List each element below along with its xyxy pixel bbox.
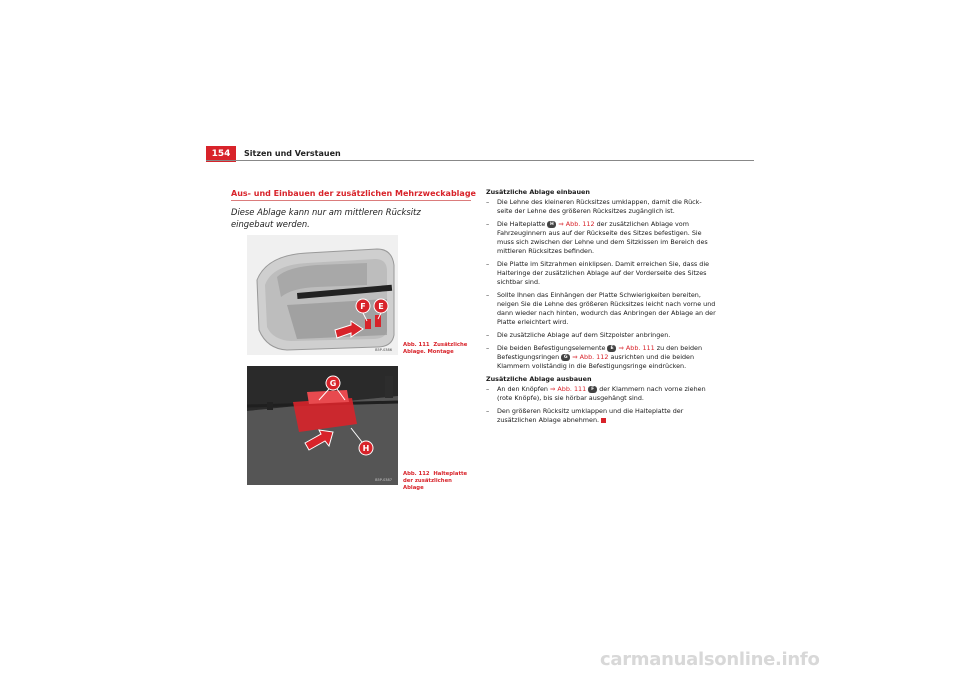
figure-112-caption <box>403 471 473 492</box>
ref-abb-112-b[interactable]: ⇒ Abb. 112 <box>572 353 609 361</box>
remove-step-1 <box>486 385 716 403</box>
figure-111-label-f: F <box>360 302 366 311</box>
end-of-section-icon <box>601 418 606 423</box>
section-title: Aus- und Einbauen der zusätzlichen Mehrzweckablage <box>231 189 476 198</box>
figure-111-code: B5P-0386 <box>375 348 392 352</box>
install-step-5: – Die zusätzliche Ablage auf dem Sitzpolster anbringen. <box>486 331 716 340</box>
install-step-3: – Die Platte im Sitzrahmen einklipsen. Damit erreichen Sie, dass die Halteringe der zusätzlichen Ablage auf der Vorderseite des Sitzes sichtbar sind. <box>486 260 716 287</box>
install-step-4: – Sollte Ihnen das Einhängen der Platte Schwierigkeiten bereiten, neigen Sie die Lehne des größeren Rücksitzes leicht nach vorne und dann wieder nach hinten, wodurch das Anbringen der Ablage an der Platte erleichtert wird. <box>486 291 716 327</box>
figure-112-caption-number: Abb. 112 <box>403 471 430 477</box>
install-step-6-text-b: zu den beiden Befestigungsringen <box>497 344 703 361</box>
badge-g: G <box>561 354 570 361</box>
figure-112-label-h: H <box>362 444 370 453</box>
remove-step-2 <box>486 407 716 425</box>
section-rule <box>231 200 471 201</box>
instructions-column <box>486 188 716 429</box>
install-step-2 <box>486 220 716 256</box>
install-heading: Zusätzliche Ablage einbauen <box>486 188 590 196</box>
ref-abb-111-b[interactable]: ⇒ Abb. 111 <box>550 385 587 393</box>
remove-heading: Zusätzliche Ablage ausbauen <box>486 375 592 383</box>
figure-111-caption-text: Zusätzliche Ablage. Montage <box>403 342 468 355</box>
figure-112-caption-text: Halteplatte der zusätzlichen Ablage <box>403 471 468 491</box>
figure-111-caption-number: Abb. 111 <box>403 342 430 348</box>
install-step-6-text-c: ausrichten und die beiden Klammern vollständig in die Befestigungsringe eindrücken. <box>497 353 695 370</box>
section-lead: Diese Ablage kann nur am mittleren Rücksitz eingebaut werden. <box>231 207 421 229</box>
figure-111 <box>247 235 398 355</box>
install-step-6-text-a: Die beiden Befestigungselemente <box>497 344 606 352</box>
remove-step-1-text-b: der Klammern nach vorne ziehen (rote Knöpfe), bis sie hörbar ausgehängt sind. <box>497 385 706 402</box>
remove-step-2-text: Den größeren Rücksitz umklappen und die Halteplatte der zusätzlichen Ablage abnehmen. <box>497 407 684 424</box>
watermark: carmanualsonline.info <box>600 649 820 670</box>
page-number: 154 <box>206 146 236 162</box>
ref-abb-112[interactable]: ⇒ Abb. 112 <box>558 220 595 228</box>
figure-111-illustration <box>247 235 398 355</box>
header-rule <box>206 160 754 161</box>
header-title: Sitzen und Verstauen <box>244 149 341 158</box>
badge-h: H <box>547 221 556 228</box>
figure-112-label-g: G <box>329 379 337 388</box>
badge-f: F <box>588 386 597 393</box>
ref-abb-111[interactable]: ⇒ Abb. 111 <box>618 344 655 352</box>
remove-step-1-text-a: An den Knöpfen <box>497 385 548 393</box>
figure-111-label-e: E <box>378 302 384 311</box>
figure-112-illustration <box>247 366 398 485</box>
badge-e: E <box>607 345 616 352</box>
install-step-1: – Die Lehne des kleineren Rücksitzes umklappen, damit die Rück-seite der Lehne des größeren Rücksitzes zugänglich ist. <box>486 198 716 216</box>
install-step-2-text-b: der zusätzlichen Ablage vom Fahrzeuginnern aus auf der Rückseite des Sitzes befestigen. Sie muss sich zwischen der Lehne und dem Sitzkissen im Bereich des mittleren Rücksitzes befinden. <box>497 220 708 255</box>
install-step-2-text-a: Die Halteplatte <box>497 220 546 228</box>
figure-112 <box>247 366 398 485</box>
figure-111-caption <box>403 342 473 356</box>
install-step-6 <box>486 344 716 371</box>
figure-112-code: B5P-0387 <box>375 478 392 482</box>
